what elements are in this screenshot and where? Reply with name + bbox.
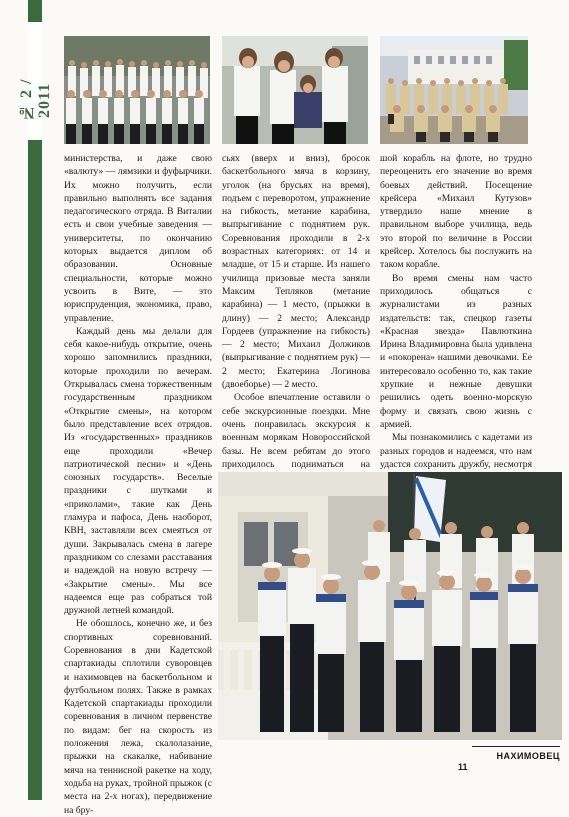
page-number: 11 xyxy=(458,762,468,772)
paragraph: Не обошлось, конечно же, и без спортивных соревнований. Соревнования в дни Кадетской спартакиады сплотили суворовцев и нахимовцев на баскетбольном и футбольном полях. Также в рамках Кадетской спартакиады проходили соревнования в личном первенстве по видам: бег на скорость из положения лежа, скалолазание, прыжки на скакалке, набивание мяча на теннисной ракетке на ходу, ходьба на руках, тройной прыжок (с места на 2-х ногах), передвижение на бру- xyxy=(64,618,212,816)
side-bar-top-accent xyxy=(28,0,42,22)
photo-cadets-seated xyxy=(380,36,528,144)
side-bar-bottom-accent xyxy=(28,140,42,800)
article-column-1 xyxy=(64,152,212,817)
paragraph: шой корабль на флоте, но трудно переоценить его значение во время боевых действий. Посещение крейсера «Михаил Кутузов» утвердило наше мнение в правильном выборе училища, ведь это второй по величине в России крейсер. Хотелось бы послужить на таком корабле. xyxy=(380,153,532,271)
paragraph: сьях (вверх и вниз), бросок баскетбольного мяча в корзину, уголок (на брусьях на время), подъем с переворотом, упражнение на гибкость, метание карабина, выпрыгивание с поднятием рук. Соревнования проходили в 2-х возрастных категориях: от 14 и младше, от 15 и старше. Из нашего училища призовые места заняли Максим Тепляков (метание карабина) — 1 место, (прыжки в длину) — 2 место; Александр Гордеев (упражнение на гибкость) — 2 место; Михаил Должиков (выпрыгивание с поднятием рук) — 2 место; Екатерина Логинова (двоеборье) — 2 место. xyxy=(222,153,370,391)
article-column-2 xyxy=(222,152,370,498)
paragraph: Особое впечатление оставили о себе экскурсионные поездки. Мне очень понравилась экскурсия к военным морякам Новороссийской базы. Не всем ребятам до этого приходилось подниматься на xyxy=(222,392,370,470)
footer xyxy=(472,746,560,761)
photo-girls-group xyxy=(222,36,368,144)
photo-opening-ceremony xyxy=(64,36,210,144)
paragraph: Мы познакомились с кадетами из разных городов и надеемся, что нам удастся сохранить дружбу, несмотря xyxy=(380,432,532,470)
paragraph: министерства, и даже свою «валюту» — лямзики и фуфырчики. Их можно получить, если правильно выполнять все задания педагогического отряда. В Виталии есть и свои учебные заведения — университеты, по окончанию которых выдается диплом об образовании. Основные специальности, которые можно усвоить в Вите, — это юриспруденция, экономика, право, управление. xyxy=(64,153,212,324)
paragraph: Во время смены нам часто приходилось общаться с журналистами из разных издательств: так, спецкор газеты «Красная звезда» Павлюткина Ирина Владимировна была удивлена и «покорена» нашими девочками. Ее интересовало особенно то, как такие хрупкие и нежные девушки решились одеть военно-морскую форму и связать свою жизнь с армией. xyxy=(380,272,532,430)
footer-rule xyxy=(472,746,560,747)
issue-label: № 2 / 2011 xyxy=(18,78,53,122)
paragraph: Каждый день мы делали для себя какое-нибудь открытие, очень хорошо запомнились праздники, которые проходили по вечерам. Открывалась смена торжественным государственным праздником «Открытие смены», на котором было представление всех отрядов. Из «государственных» праздников еще проходили «Вечер патриотической песни» и «День союзных государств». Веселые праздники с шутками и «приколами», такие как День гламура и пафоса, День наоборот, КВН, заставляли всех смеяться от души. Закрывалась смена в лагере праздником со слезами расставания и надеждой на новую встречу — «Закрытие смены». Мы все надеемся еще раз собраться той дружной летней командой. xyxy=(64,325,212,617)
magazine-name: НАХИМОВЕЦ xyxy=(496,751,560,761)
photo-cadets-with-flag xyxy=(218,472,562,740)
article-column-3 xyxy=(380,152,532,498)
